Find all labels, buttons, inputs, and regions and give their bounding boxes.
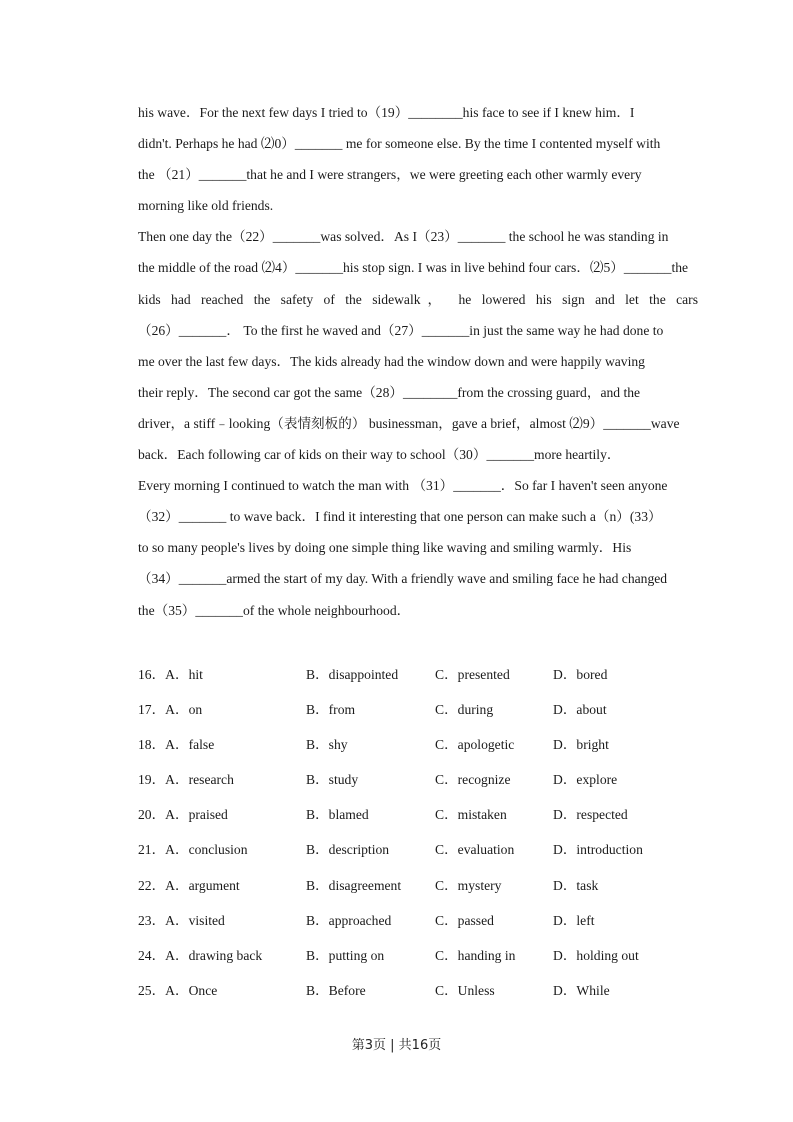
option-c: C．presented (435, 667, 510, 682)
option-b: B．from (306, 702, 356, 718)
option-d: D．respected (553, 807, 628, 823)
passage-line: the（35）_______of the whole neighbourhood． (138, 602, 411, 618)
cloze-passage (138, 97, 698, 626)
option-a: 25．A．Once (138, 982, 218, 998)
option-c: C．passed (435, 912, 494, 928)
answer-options (138, 660, 698, 1011)
passage-line: to so many people's lives by doing one simple thing like waving and smiling warmly．His (138, 540, 632, 556)
option-c: C．apologetic (435, 737, 515, 753)
passage-line: their reply．The second car got the same（28）________from the crossing guard，and the (138, 384, 641, 400)
option-b: B．putting on (306, 947, 385, 963)
passage-line: kids had reached the safety of the sidewalk， he lowered his sign and let the cars (138, 291, 698, 307)
option-a: 22．A．argument (138, 877, 240, 893)
option-c: C．mistaken (435, 807, 507, 823)
option-a: 21．A．conclusion (138, 842, 248, 858)
passage-line: back．Each following car of kids on their way to school（30）_______more heartily． (138, 447, 621, 463)
option-b: B．shy (306, 737, 348, 753)
passage-line: Every morning I continued to watch the man with （31）_______．So far I haven't seen anyone (138, 478, 668, 494)
question-row (138, 695, 698, 730)
option-d: D．left (553, 912, 595, 928)
question-row (138, 941, 698, 976)
passage-line: （32）_______ to wave back．I find it interesting that one person can make such a（n）(33） (138, 509, 662, 525)
passage-line: his wave．For the next few days I tried to（19）________his face to see if I knew him．I (138, 105, 635, 120)
question-row (138, 835, 698, 870)
question-row (138, 730, 698, 765)
question-row (138, 660, 698, 695)
option-d: D．explore (553, 772, 618, 788)
page-number: 第3页 | 共16页 (351, 1038, 442, 1053)
passage-line: the （21）_______that he and I were strangers，we were greeting each other warmly every (138, 167, 642, 183)
option-b: B．blamed (306, 807, 369, 823)
option-a: 19．A．research (138, 772, 234, 788)
option-b: B．disagreement (306, 877, 402, 893)
option-b: B．study (306, 772, 359, 788)
option-a: 18．A．false (138, 737, 215, 753)
question-row (138, 765, 698, 800)
question-row (138, 976, 698, 1011)
passage-line: driver，a stiff﹣looking（表情刻板的） businessman，gave a brief，almost ⑵9）_______wave (138, 415, 680, 431)
option-b: B．Before (306, 982, 366, 998)
option-c: C．handing in (435, 947, 516, 963)
question-row (138, 800, 698, 835)
passage-line: morning like old friends. (138, 198, 274, 214)
option-d: D．bored (553, 667, 608, 682)
passage-line: the middle of the road ⑵4）_______his stop sign. I was in live behind four cars．⑵5）_______the (138, 260, 689, 276)
passage-line: me over the last few days．The kids already had the window down and were happily waving (138, 353, 645, 369)
question-row (138, 906, 698, 941)
option-b: B．description (306, 842, 390, 858)
option-d: D．bright (553, 737, 609, 753)
option-a: 16．A．hit (138, 667, 203, 682)
option-d: D．While (553, 982, 610, 998)
option-c: C．mystery (435, 877, 502, 893)
option-a: 23．A．visited (138, 912, 225, 928)
option-a: 24．A．drawing back (138, 947, 263, 963)
option-d: D．task (553, 877, 599, 893)
option-a: 17．A．on (138, 702, 203, 718)
passage-line: （34）_______armed the start of my day. With a friendly wave and smiling face he had changed (138, 571, 668, 587)
option-d: D．introduction (553, 842, 643, 858)
option-c: C．recognize (435, 772, 511, 788)
option-c: C．evaluation (435, 842, 515, 858)
question-row (138, 871, 698, 906)
option-a: 20．A．praised (138, 807, 228, 823)
option-d: D．about (553, 702, 607, 718)
option-c: C．during (435, 702, 494, 718)
option-b: B．approached (306, 912, 392, 928)
passage-line: Then one day the（22）_______was solved．As I（23）_______ the school he was standing in (138, 229, 669, 245)
option-d: D．holding out (553, 947, 639, 963)
passage-line: （26）_______． To the first he waved and（27）_______in just the same way he had done to (138, 322, 664, 338)
option-c: C．Unless (435, 982, 495, 998)
passage-line: didn't. Perhaps he had ⑵0）_______ me for someone else. By the time I contented myself with (138, 136, 661, 152)
option-b: B．disappointed (306, 667, 399, 682)
